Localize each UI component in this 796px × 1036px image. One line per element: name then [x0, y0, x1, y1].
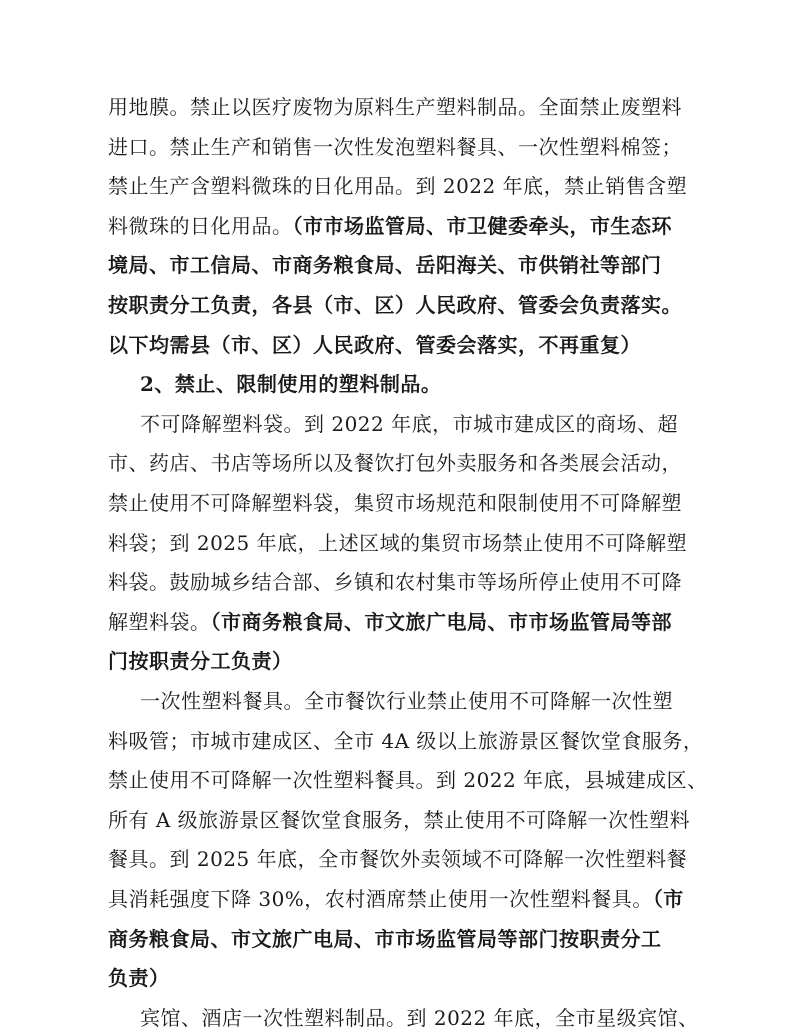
text-line: 门按职责分工负责） [108, 649, 293, 674]
responsible-departments: （市 [652, 887, 684, 911]
responsible-departments: （市商务粮食局、市文旅广电局、市市场监管局等部 [210, 609, 672, 634]
text-line [108, 214, 694, 238]
text-line: 市、药店、书店等场所以及餐饮打包外卖服务和各类展会活动， [108, 451, 682, 476]
text-line: 禁止生产含塑料微珠的日化用品。到 2022 年底，禁止销售含塑 [108, 174, 688, 199]
text-line: 按职责分工负责，各县（市、区）人民政府、管委会负责落实。 [108, 293, 682, 317]
text-line: 餐具。到 2025 年底，全市餐饮外卖领域不可降解一次性塑料餐 [108, 847, 688, 872]
text-line: 禁止使用不可降解一次性塑料餐具。到 2022 年底，县城建成区、 [108, 768, 708, 793]
text-segment: 解塑料袋。 [108, 609, 211, 634]
text-line: 所有 A 级旅游景区餐饮堂食服务，禁止使用不可降解一次性塑料 [108, 807, 691, 832]
text-line [108, 887, 694, 911]
text-segment: 具消耗强度下降 30%，农村酒席禁止使用一次性塑料餐具。 [108, 887, 653, 911]
text-line: 境局、市工信局、市商务粮食局、岳阳海关、市供销社等部门 [108, 253, 662, 278]
text-line [108, 610, 694, 634]
text-line: 以下均需县（市、区）人民政府、管委会落实，不再重复） [108, 332, 641, 357]
text-line: 用地膜。禁止以医疗废物为原料生产塑料制品。全面禁止废塑料 [108, 95, 682, 119]
text-line: 料袋。鼓励城乡结合部、乡镇和农村集市等场所停止使用不可降 [108, 570, 682, 595]
text-segment: 料微珠的日化用品。 [108, 213, 293, 238]
text-line: 宾馆、酒店一次性塑料制品。到 2022 年底，全市星级宾馆、 [140, 1005, 699, 1030]
text-line: 负责） [108, 966, 170, 991]
text-line: 进口。禁止生产和销售一次性发泡塑料餐具、一次性塑料棉签； [108, 134, 682, 159]
text-line: 料袋；到 2025 年底，上述区域的集贸市场禁止使用不可降解塑 [108, 530, 688, 555]
text-line: 不可降解塑料袋。到 2022 年底，市城市建成区的商场、超 [140, 411, 679, 436]
text-line: 一次性塑料餐具。全市餐饮行业禁止使用不可降解一次性塑 [140, 689, 673, 713]
text-line: 禁止使用不可降解塑料袋，集贸市场规范和限制使用不可降解塑 [108, 491, 682, 515]
text-line: 2、禁止、限制使用的塑料制品。 [140, 372, 442, 397]
text-line: 料吸管；市城市建成区、全市 4A 级以上旅游景区餐饮堂食服务， [108, 728, 704, 753]
text-line: 商务粮食局、市文旅广电局、市市场监管局等部门按职责分工 [108, 926, 662, 951]
responsible-departments: （市市场监管局、市卫健委牵头，市生态环 [292, 213, 672, 238]
